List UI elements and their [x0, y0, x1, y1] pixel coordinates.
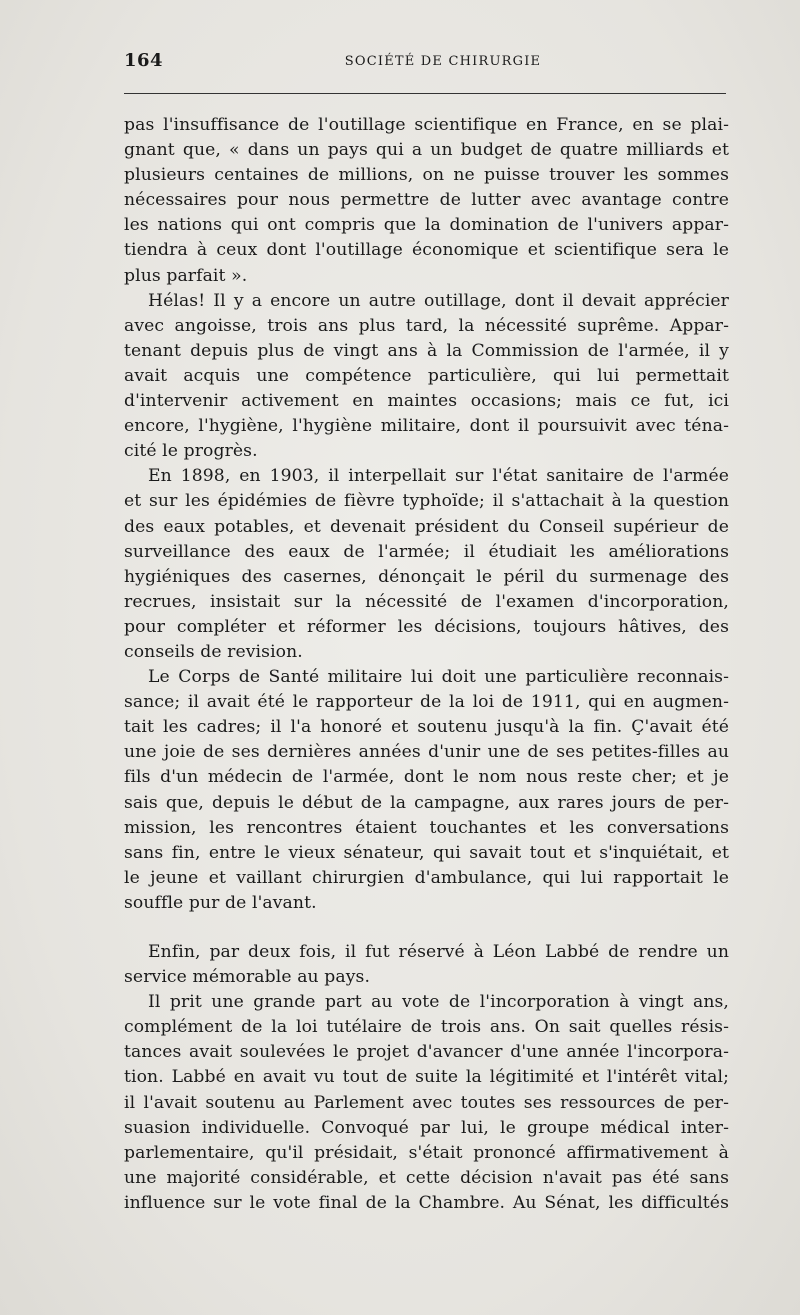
text-line: plus parfait ».: [124, 265, 248, 286]
text-line: service mémorable au pays.: [124, 967, 371, 988]
text-line: avec angoisse, trois ans plus tard, la nécessité suprême. Appar-: [124, 315, 729, 336]
text-line: gnant que, « dans un pays qui a un budget de quatre milliards et: [124, 140, 729, 161]
text-line: complément de la loi tutélaire de trois ans. On sait quelles résis-: [124, 1017, 729, 1038]
text-line: Il prit une grande part au vote de l'incorporation à vingt ans,: [148, 992, 729, 1013]
paragraph: [124, 113, 729, 289]
text-line: Hélas! Il y a encore un autre outillage, dont il devait apprécier: [148, 290, 729, 311]
text-line: sans fin, entre le vieux sénateur, qui savait tout et s'inquiétait, et: [124, 842, 729, 863]
text-line: nécessaires pour nous permettre de lutter avec avantage contre: [124, 190, 729, 211]
text-line: parlementaire, qu'il présidait, s'était prononcé affirmativement à: [124, 1142, 729, 1163]
text-line: surveillance des eaux de l'armée; il étudiait les améliorations: [124, 541, 729, 562]
text-line: avait acquis une compétence particulière, qui lui permettait: [124, 365, 729, 386]
text-line: Enfin, par deux fois, il fut réservé à Léon Labbé de rendre un: [148, 942, 729, 962]
paragraph: [124, 464, 729, 665]
text-line: suasion individuelle. Convoqué par lui, le groupe médical inter-: [124, 1117, 729, 1138]
text-line: tait les cadres; il l'a honoré et soutenu jusqu'à la fin. Ç'avait été: [124, 717, 729, 738]
text-line: d'intervenir activement en maintes occasions; mais ce fut, ici: [124, 391, 729, 412]
text-line: Le Corps de Santé militaire lui doit une particulière reconnais-: [148, 667, 729, 688]
text-line: plusieurs centaines de millions, on ne puisse trouver les sommes: [124, 165, 729, 186]
text-line: mission, les rencontres étaient touchantes et les conversations: [124, 817, 729, 838]
text-line: fils d'un médecin de l'armée, dont le nom nous reste cher; et je: [124, 767, 729, 788]
paragraph: [124, 289, 729, 465]
text-line: les nations qui ont compris que la domination de l'univers appar-: [124, 215, 729, 236]
text-line: influence sur le vote final de la Chambre. Au Sénat, les difficultés: [124, 1192, 729, 1213]
text-line: une majorité considérable, et cette décision n'avait pas été sans: [124, 1167, 729, 1188]
page-number: 164: [124, 50, 164, 71]
text-line: recrues, insistait sur la nécessité de l'examen d'incorporation,: [124, 591, 729, 612]
text-line: des eaux potables, et devenait président du Conseil supérieur de: [124, 516, 729, 537]
text-line: pas l'insuffisance de l'outillage scientifique en France, en se plai-: [124, 115, 729, 135]
running-head: [124, 50, 726, 74]
text-line: tion. Labbé en avait vu tout de suite la légitimité et l'intérêt vital;: [124, 1067, 729, 1088]
text-line: il l'avait soutenu au Parlement avec toutes ses ressources de per-: [124, 1092, 729, 1113]
text-line: sance; il avait été le rapporteur de la loi de 1911, qui en augmen-: [124, 692, 729, 713]
text-line: une joie de ses dernières années d'unir une de ses petites-filles au: [124, 742, 729, 763]
paragraph: [124, 990, 729, 1216]
text-line: souffle pur de l'avant.: [124, 892, 317, 913]
text-line: tances avait soulevées le projet d'avancer d'une année l'incorpora-: [124, 1042, 729, 1063]
text-line: tiendra à ceux dont l'outillage économique et scientifique sera le: [124, 240, 729, 261]
text-line: cité le progrès.: [124, 441, 258, 462]
text-line: pour compléter et réformer les décisions, toujours hâtives, des: [124, 616, 729, 637]
text-line: tenant depuis plus de vingt ans à la Commission de l'armée, il y: [124, 340, 729, 361]
body-text: [124, 113, 729, 1216]
text-line: encore, l'hygiène, l'hygiène militaire, dont il poursuivit avec téna-: [124, 416, 729, 437]
text-line: hygiéniques des casernes, dénonçait le péril du surmenage des: [124, 566, 729, 587]
text-line: le jeune et vaillant chirurgien d'ambulance, qui lui rapportait le: [124, 867, 729, 888]
text-line: conseils de revision.: [124, 641, 303, 662]
section-gap: [124, 916, 729, 940]
header-rule: [124, 93, 726, 94]
paragraph: [124, 665, 729, 916]
text-line: et sur les épidémies de fièvre typhoïde; il s'attachait à la question: [124, 491, 729, 512]
journal-title: SOCIÉTÉ DE CHIRURGIE: [344, 54, 542, 69]
text-line: En 1898, en 1903, il interpellait sur l'état sanitaire de l'armée: [148, 466, 729, 487]
text-line: sais que, depuis le début de la campagne, aux rares jours de per-: [124, 792, 729, 813]
paragraph: [124, 940, 729, 990]
